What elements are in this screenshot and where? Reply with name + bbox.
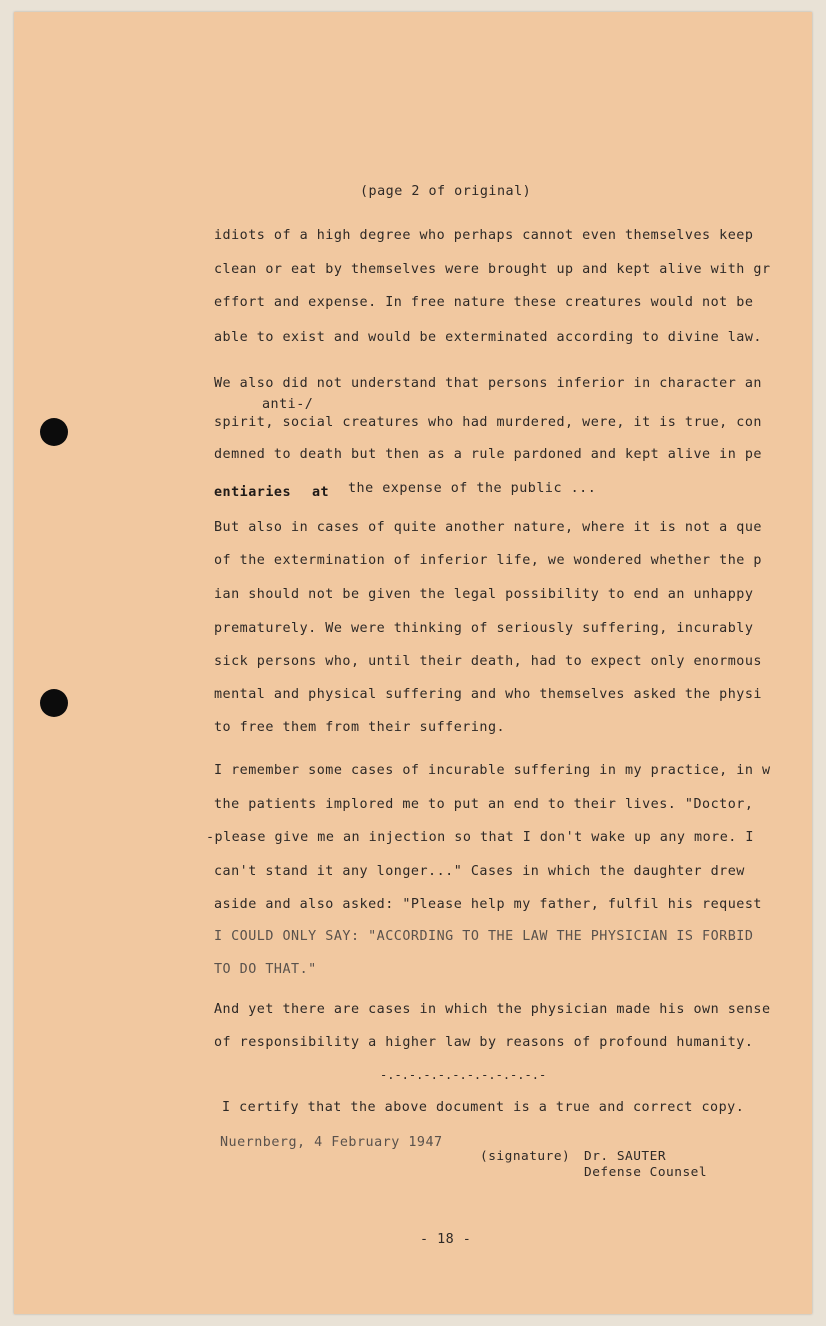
p2-insertion: anti-/ bbox=[262, 397, 314, 412]
section-divider: -.-.-.-.-.-.-.-.-.-.-.- bbox=[380, 1068, 547, 1082]
signature-label: (signature) bbox=[480, 1149, 571, 1164]
p1-line-1: idiots of a high degree who perhaps cannot even themselves keep bbox=[214, 228, 754, 243]
page-heading: (page 2 of original) bbox=[360, 184, 532, 199]
p1-line-3: effort and expense. In free nature these creatures would not be bbox=[214, 295, 754, 310]
page-number: - 18 - bbox=[420, 1232, 472, 1247]
p5-line-1: And yet there are cases in which the physician made his own sense bbox=[214, 1002, 771, 1017]
p4-line-6: I COULD ONLY SAY: "ACCORDING TO THE LAW THE PHYSICIAN IS FORBID bbox=[214, 929, 754, 944]
p4-line-4: can't stand it any longer..." Cases in which the daughter drew bbox=[214, 864, 745, 879]
signatory-title: Defense Counsel bbox=[584, 1165, 708, 1180]
p4-line-1: I remember some cases of incurable suffering in my practice, in w bbox=[214, 763, 771, 778]
p3-line-5: sick persons who, until their death, had to expect only enormous bbox=[214, 654, 762, 669]
p4-line-7: TO DO THAT." bbox=[214, 962, 317, 977]
p3-line-1: But also in cases of quite another nature, where it is not a que bbox=[214, 520, 762, 535]
p4-line-3: -please give me an injection so that I don't wake up any more. I bbox=[206, 830, 754, 845]
p4-line-2: the patients implored me to put an end to their lives. "Doctor, bbox=[214, 797, 754, 812]
p2-line-3: demned to death but then as a rule pardoned and kept alive in pe bbox=[214, 447, 762, 462]
p2-line-2: spirit, social creatures who had murdered, were, it is true, con bbox=[214, 415, 762, 430]
place-and-date: Nuernberg, 4 February 1947 bbox=[220, 1135, 443, 1150]
document-page bbox=[14, 12, 812, 1314]
p2-line-1: We also did not understand that persons inferior in character an bbox=[214, 376, 762, 391]
certification-statement: I certify that the above document is a true and correct copy. bbox=[222, 1100, 745, 1115]
p3-line-6: mental and physical suffering and who themselves asked the physi bbox=[214, 687, 762, 702]
p1-line-2: clean or eat by themselves were brought up and kept alive with gr bbox=[214, 262, 771, 277]
p5-line-2: of responsibility a higher law by reasons of profound humanity. bbox=[214, 1035, 754, 1050]
p3-line-4: prematurely. We were thinking of seriously suffering, incurably bbox=[214, 621, 754, 636]
p3-line-7: to free them from their suffering. bbox=[214, 720, 506, 735]
p2-line-4-word: entiaries bbox=[214, 485, 292, 500]
punch-hole-top bbox=[40, 418, 68, 446]
punch-hole-bottom bbox=[40, 689, 68, 717]
p1-line-4: able to exist and would be exterminated according to divine law. bbox=[214, 330, 762, 345]
p4-line-5: aside and also asked: "Please help my father, fulfil his request bbox=[214, 897, 762, 912]
p3-line-3: ian should not be given the legal possibility to end an unhappy bbox=[214, 587, 754, 602]
p3-line-2: of the extermination of inferior life, we wondered whether the p bbox=[214, 553, 762, 568]
p2-line-4-rest: the expense of the public ... bbox=[348, 481, 597, 496]
signatory-name: Dr. SAUTER bbox=[584, 1149, 667, 1164]
p2-line-4-at: at bbox=[312, 485, 330, 500]
